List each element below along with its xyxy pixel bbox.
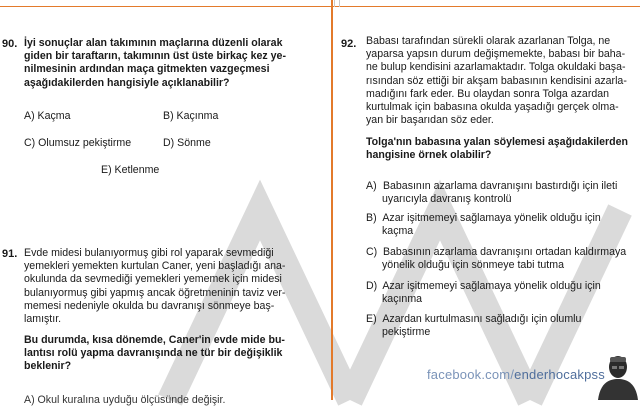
- option-text-line: Babasının azarlama davranışını ortadan kaldırmaya: [382, 246, 627, 258]
- facebook-link[interactable]: [427, 367, 605, 382]
- question-91-stem-line: yemekleri yemekten kurtulan Caner, yeni başladığı ana-: [24, 260, 286, 273]
- question-90-option-a[interactable]: [24, 110, 71, 123]
- option-text-line: Babasının azarlama davranışını bastırdığı için ileti: [382, 180, 618, 192]
- question-90-option-c[interactable]: [24, 137, 131, 150]
- question-92-option-d[interactable]: [366, 280, 638, 306]
- question-92-stem-line: rısından söz ettiği bir akşam babasının kendisini azarla-: [366, 74, 627, 87]
- option-letter: B): [163, 110, 174, 122]
- option-text: Kaçma: [37, 110, 71, 122]
- question-92-stem-line: yan bir başarıdan söz eder.: [366, 114, 494, 127]
- question-90-stem-line: aşağıdakilerden hangisiyle açıklanabilir?: [24, 76, 230, 89]
- option-letter: D): [163, 137, 175, 149]
- question-90-option-b[interactable]: [163, 110, 218, 123]
- question-92-stem-line: madığını fark eder. Bu olaydan sonra Tolga azardan: [366, 87, 610, 100]
- question-92-prompt: [366, 136, 638, 162]
- option-text-line: kaçma: [382, 225, 414, 237]
- option-text: Ketlenme: [114, 164, 160, 176]
- option-letter: C): [366, 246, 378, 258]
- question-92-option-e[interactable]: [366, 313, 638, 339]
- question-91-prompt-line: beklenir?: [24, 360, 72, 373]
- question-90-number: 90.: [2, 38, 18, 50]
- question-92-stem-line: yaparsa yapsın durum değişmemekte, babası bir baha-: [366, 48, 626, 61]
- question-90-option-e[interactable]: [101, 164, 159, 177]
- facebook-prefix: facebook.com/: [427, 367, 515, 382]
- option-text-line: Azar işitmemeyi sağlamaya yönelik olduğu için: [382, 280, 601, 292]
- question-92-number: 92.: [341, 38, 357, 50]
- question-91-stem-line: okulunda da sevmediği yemekleri yememek için midesi: [24, 273, 282, 286]
- question-91-stem-line: Evde midesi bulanıyormuş gibi rol yaparak sevmediği: [24, 247, 274, 259]
- question-91-stem-line: bulanıyormuş gibi yapmış ancak öğretmeninin taviz ver-: [24, 286, 286, 299]
- question-91-prompt-line: lantısı rolü yapma davranışında ne tür bir değişiklik: [24, 347, 283, 360]
- question-91-stem-line: lamıştır.: [24, 313, 62, 326]
- option-letter: C): [24, 137, 36, 149]
- option-letter: E): [366, 313, 377, 325]
- question-90-stem-line: nilmesinin ardından maça gitmekten vazgeçmesi: [24, 63, 270, 76]
- column-divider-cap: [334, 0, 340, 7]
- question-92-stem: [366, 35, 638, 127]
- option-letter: D): [366, 280, 378, 292]
- question-92-stem-line: Babası tarafından sürekli olarak azarlanan Tolga, ne: [366, 35, 611, 47]
- option-text-line: Azar işitmemeyi sağlamaya yönelik olduğu için: [382, 212, 601, 224]
- question-91-cut-off-option: A) Okul kuralına uyduğu ölçüsünde değişir.: [24, 394, 226, 406]
- option-letter: A): [24, 110, 35, 122]
- header-rule: [0, 0, 640, 7]
- avatar-silhouette-icon: [596, 350, 640, 400]
- question-92-prompt-line: Tolga'nın babasına yalan söylemesi aşağıdakilerden: [366, 136, 628, 148]
- option-text: Sönme: [177, 137, 211, 149]
- question-90-stem-line: İyi sonuçlar alan takımının maçlarına düzenli olarak: [24, 37, 283, 49]
- question-91-stem-line: memesi nedeniyle okulda bu davranışı sönmeye baş-: [24, 299, 275, 312]
- question-91-stem: [24, 247, 324, 326]
- option-text-line: kaçınma: [382, 293, 423, 305]
- question-92-option-a[interactable]: [366, 180, 638, 206]
- question-92-stem-line: ne bulup kendisini azarlamaktadır. Tolga okuldaki başa-: [366, 61, 626, 74]
- option-text: Kaçınma: [176, 110, 219, 122]
- question-91-prompt: [24, 334, 324, 374]
- option-letter: A): [366, 180, 377, 192]
- option-text-line: pekiştirme: [382, 326, 431, 338]
- question-92-option-b[interactable]: [366, 212, 638, 238]
- option-text-line: uyarıcıyla davranış kontrolü: [382, 193, 512, 205]
- question-90-stem-line: giden bir taraftarın, takımının üst üste birkaç kez ye-: [24, 50, 286, 63]
- question-92-option-c[interactable]: [366, 246, 638, 272]
- option-letter: E): [101, 164, 112, 176]
- question-91-number: 91.: [2, 248, 18, 260]
- column-divider: [331, 0, 333, 400]
- option-text-line: yönelik olduğu için sönmeye tabi tutma: [382, 259, 564, 271]
- question-92-prompt-line: hangisine örnek olabilir?: [366, 149, 492, 162]
- question-91-prompt-line: Bu durumda, kısa dönemde, Caner'in evde mide bu-: [24, 334, 285, 346]
- option-text: Olumsuz pekiştirme: [38, 137, 132, 149]
- question-90-stem: [24, 37, 324, 90]
- option-letter: B): [366, 212, 377, 224]
- option-text-line: Azardan kurtulmasını sağladığı için olumlu: [382, 313, 582, 325]
- question-90-option-d[interactable]: [163, 137, 211, 150]
- facebook-handle: enderhocakpss: [514, 367, 605, 382]
- question-92-stem-line: kurtulmak için babasına okulda yaşadığı gerçek olma-: [366, 101, 619, 114]
